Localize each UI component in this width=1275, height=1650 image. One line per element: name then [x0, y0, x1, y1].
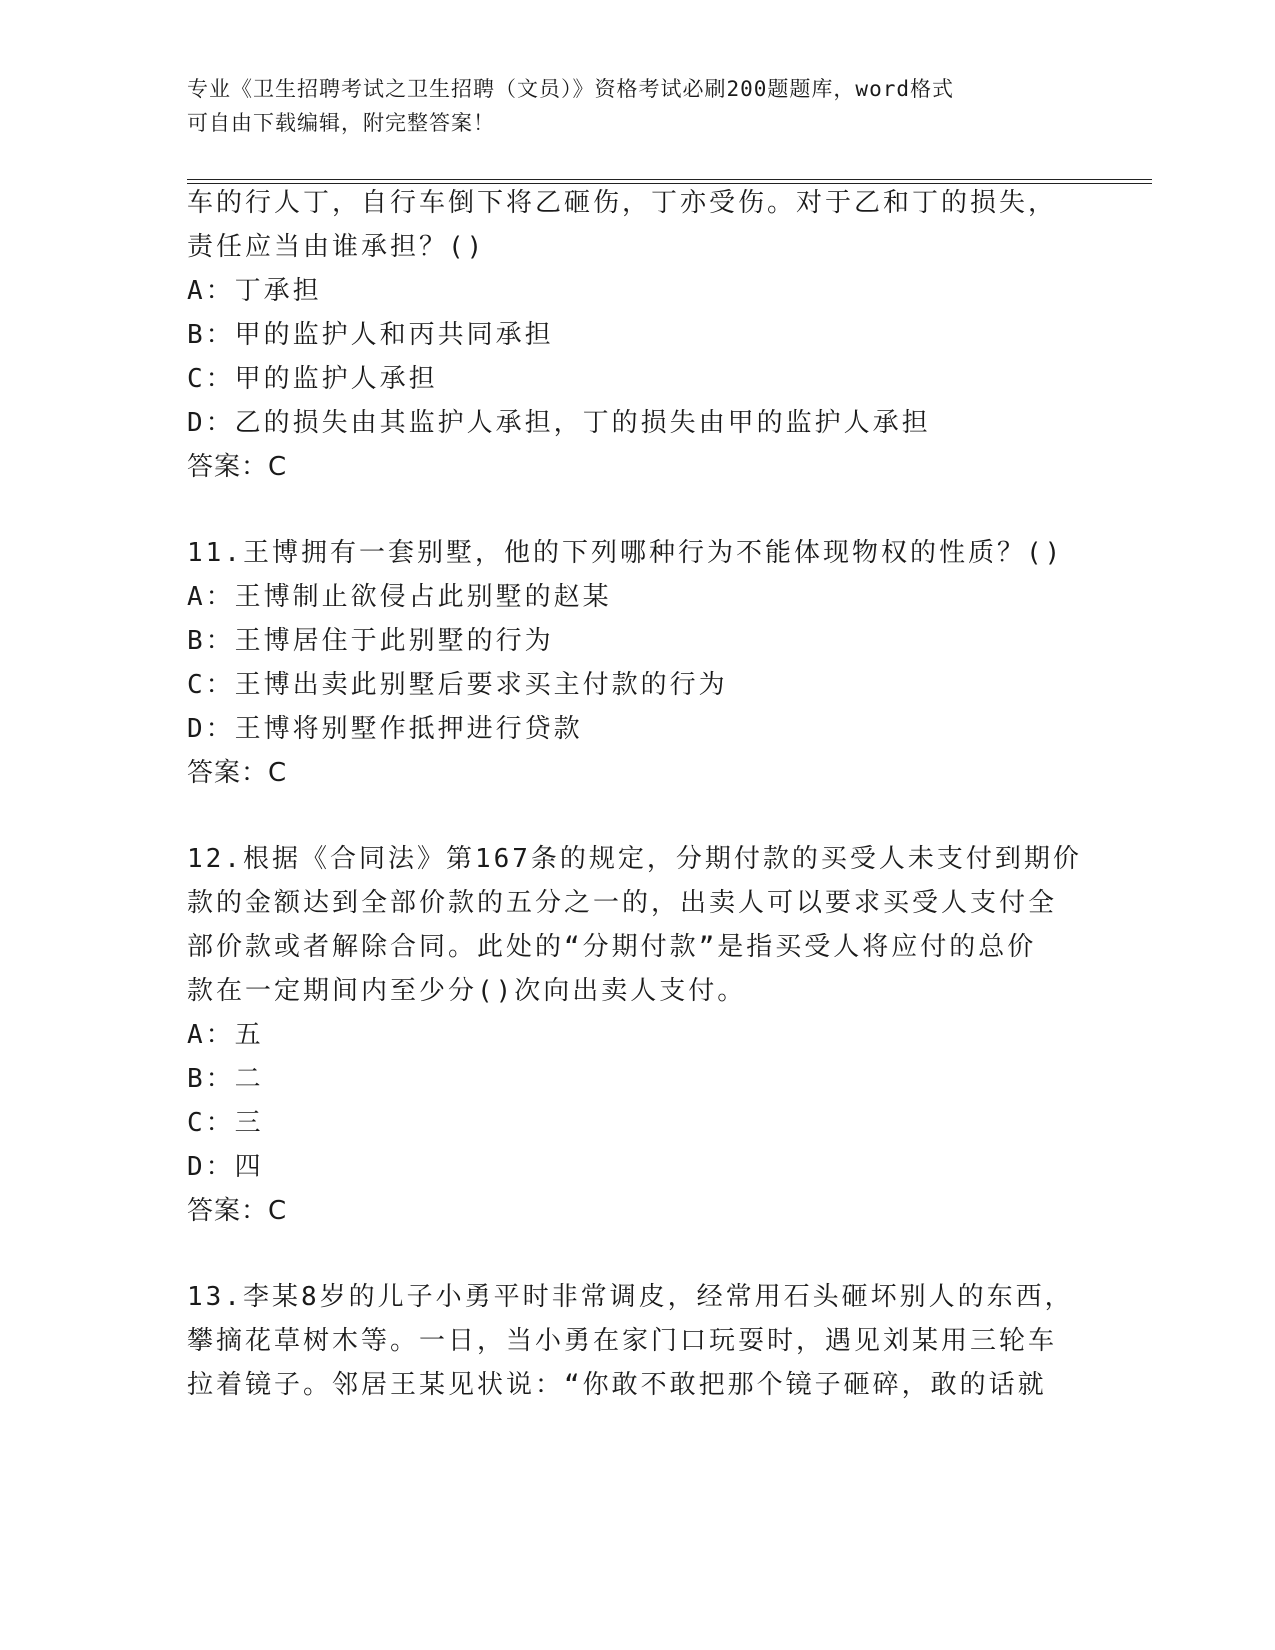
- q10-option-d: D：乙的损失由其监护人承担，丁的损失由甲的监护人承担: [187, 408, 931, 438]
- q12-stem-line-4: 款在一定期间内至少分()次向出卖人支付。: [187, 976, 747, 1006]
- q12-answer: 答案：C: [187, 1196, 288, 1226]
- q12-option-d: D：四: [187, 1152, 264, 1182]
- q12-option-a: A：五: [187, 1020, 264, 1050]
- q11-stem-line-1: 11.王博拥有一套别墅，他的下列哪种行为不能体现物权的性质？(): [187, 538, 1064, 568]
- q10-stem-line-2: 责任应当由谁承担？(): [187, 232, 486, 262]
- q11-answer: 答案：C: [187, 758, 288, 788]
- q10-answer: 答案：C: [187, 452, 288, 482]
- q12-stem-line-1: 12.根据《合同法》第167条的规定，分期付款的买受人未支付到期价: [187, 844, 1082, 874]
- q10-option-a: A：丁承担: [187, 276, 322, 306]
- q12-option-c: C：三: [187, 1108, 264, 1138]
- header-rule-top: [187, 179, 1152, 180]
- page-header: [187, 72, 1087, 140]
- q11-option-a: A：王博制止欲侵占此别墅的赵某: [187, 582, 612, 612]
- q13-stem-line-1: 13.李某8岁的儿子小勇平时非常调皮，经常用石头砸坏别人的东西，: [187, 1282, 1074, 1312]
- q11-option-b: B：王博居住于此别墅的行为: [187, 626, 554, 656]
- q10-option-b: B：甲的监护人和丙共同承担: [187, 320, 554, 350]
- header-title-line-2: 可自由下载编辑，附完整答案！: [187, 111, 495, 135]
- q12-stem-line-2: 款的金额达到全部价款的五分之一的，出卖人可以要求买受人支付全: [187, 888, 1058, 918]
- q12-stem-line-3: 部价款或者解除合同。此处的“分期付款”是指买受人将应付的总价: [187, 932, 1037, 962]
- q10-option-c: C：甲的监护人承担: [187, 364, 438, 394]
- q12-option-b: B：二: [187, 1064, 264, 1094]
- header-title-line-1: 专业《卫生招聘考试之卫生招聘（文员）》资格考试必刷200题题库，word格式: [187, 77, 954, 101]
- q13-stem-line-2: 攀摘花草树木等。一日，当小勇在家门口玩耍时，遇见刘某用三轮车: [187, 1326, 1058, 1356]
- q11-option-c: C：王博出卖此别墅后要求买主付款的行为: [187, 670, 728, 700]
- header-rule-bottom: [187, 183, 1152, 184]
- q13-stem-line-3: 拉着镜子。邻居王某见状说：“你敢不敢把那个镜子砸碎，敢的话就: [187, 1370, 1047, 1400]
- q10-stem-line-1: 车的行人丁，自行车倒下将乙砸伤，丁亦受伤。对于乙和丁的损失，: [187, 188, 1058, 218]
- q11-option-d: D：王博将别墅作抵押进行贷款: [187, 714, 583, 744]
